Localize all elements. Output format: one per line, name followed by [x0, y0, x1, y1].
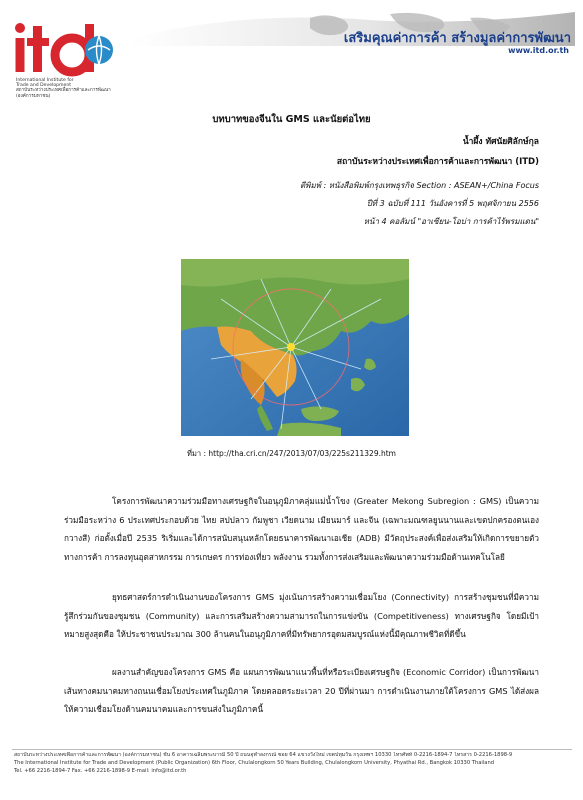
publication-line: หน้า 4 คอลัมน์ "อาเซียน-โอบ่า การค้าไร้พรมแดน"	[363, 217, 539, 226]
author-name: น้ำผึ้ง ทัศนัยศิลักษ์กุล	[462, 137, 539, 147]
publication-line: ปีที่ 3 ฉบับที่ 111 วันอังคารที่ 5 พฤศจิกายน 2556	[366, 199, 539, 208]
gms-map-figure	[181, 259, 409, 436]
footer-divider	[12, 749, 572, 750]
header-website-link[interactable]: www.itd.or.th	[508, 46, 569, 55]
document-title: บทบาทของจีนใน GMS และนัยต่อไทย	[212, 114, 371, 125]
footer-address-thai: สถาบันระหว่างประเทศเพื่อการค้าและการพัฒนา (องค์การมหาชน) ชั้น 6 อาคารเฉลิมพระบารมี 50 ปี ถนนจุฬาลงกรณ์ ซอย 64 แขวงวังใหม่ เขตปทุมวัน กรุงเทพฯ 10330 โทรศัพท์ 0-2216-1894-7 โทรสาร 0-2216-1898-9	[14, 752, 513, 758]
body-paragraph: ผลงานสำคัญของโครงการ GMS คือ แผนการพัฒนาแนวพื้นที่หรือระเบียงเศรษฐกิจ (Economic Corridor) เป็นการพัฒนาเส้นทางคมนาคมทางถนนเชื่อมโยงประเทศในภูมิภาค โดยตลอดระยะเวลา 20 ปีที่ผ่านมา การดำเนินงานภายใต้โครงการ GMS ได้ส่งผลให้ความเชื่อมโยงด้านคมนาคมและการขนส่งในภูมิภาคนี้	[64, 667, 539, 714]
publication-line: ตีพิมพ์ : หนังสือพิมพ์กรุงเทพธุรกิจ Section : ASEAN+/China Focus	[299, 181, 539, 190]
header-tagline: เสริมคุณค่าการค้า สร้างมูลค่าการพัฒนา	[343, 31, 571, 46]
logo-subtitle: International Institute for Trade and Development สถาบันระหว่างประเทศเพื่อการค้าและการพัฒนา (องค์การมหาชน)	[16, 78, 111, 99]
body-paragraph: ยุทธศาสตร์การดำเนินงานของโครงการ GMS มุ่งเน้นการสร้างความเชื่อมโยง (Connectivity) การสร้างชุมชนที่มีความรู้สึกร่วมกันของชุมชน (Community) และการเสริมสร้างความสามารถในการแข่งขัน (Competitiveness) ทางเศรษฐกิจ โดยมีเป้าหมายสูงสุดคือ ให้ประชาชนประมาณ 300 ล้านคนในอนุภูมิภาคที่มีทรัพยากรอุดมสมบูรณ์แห่งนี้มีคุณภาพชีวิตที่ดีขึ้น	[64, 592, 539, 639]
footer-address-english: The International Institute for Trade and Development (Public Organization) 6th Floor, Chulalongkorn 50 Years Building, Chulalongkorn University, Phyathai Rd., Bangkok 10330 Thailand	[14, 760, 495, 766]
body-paragraph: โครงการพัฒนาความร่วมมือทางเศรษฐกิจในอนุภูมิภาคลุ่มแม่น้ำโขง (Greater Mekong Subregion : GMS) เป็นความร่วมมือระหว่าง 6 ประเทศประกอบด้วย ไทย สปปลาว กัมพูชา เวียดนาม เมียนมาร์ และจีน (เฉพาะมณฑลยูนนานและเขตปกครองตนเองกวางสี) ก่อตั้งเมื่อปี 2535 ริเริ่มและได้การสนับสนุนหลักโดยธนาคารพัฒนาเอเชีย (ADB) มีวัตถุประสงค์เพื่อส่งเสริมให้เกิดการขยายตัวทางการค้า การลงทุนอุตสาหกรรม การเกษตร การท่องเที่ยว พลังงาน รวมทั้งการส่งเสริมและพัฒนาความร่วมมือด้านเทคโนโลยี	[64, 496, 539, 562]
footer-contact: Tel. +66 2216-1894-7 Fax. +66 2216-1898-9 E-mail: info@itd.or.th	[14, 768, 187, 774]
author-organization: สถาบันระหว่างประเทศเพื่อการค้าและการพัฒนา (ITD)	[336, 157, 539, 167]
image-source-caption: ที่มา : http://tha.cri.cn/247/2013/07/03/225s211329.htm	[187, 449, 396, 458]
